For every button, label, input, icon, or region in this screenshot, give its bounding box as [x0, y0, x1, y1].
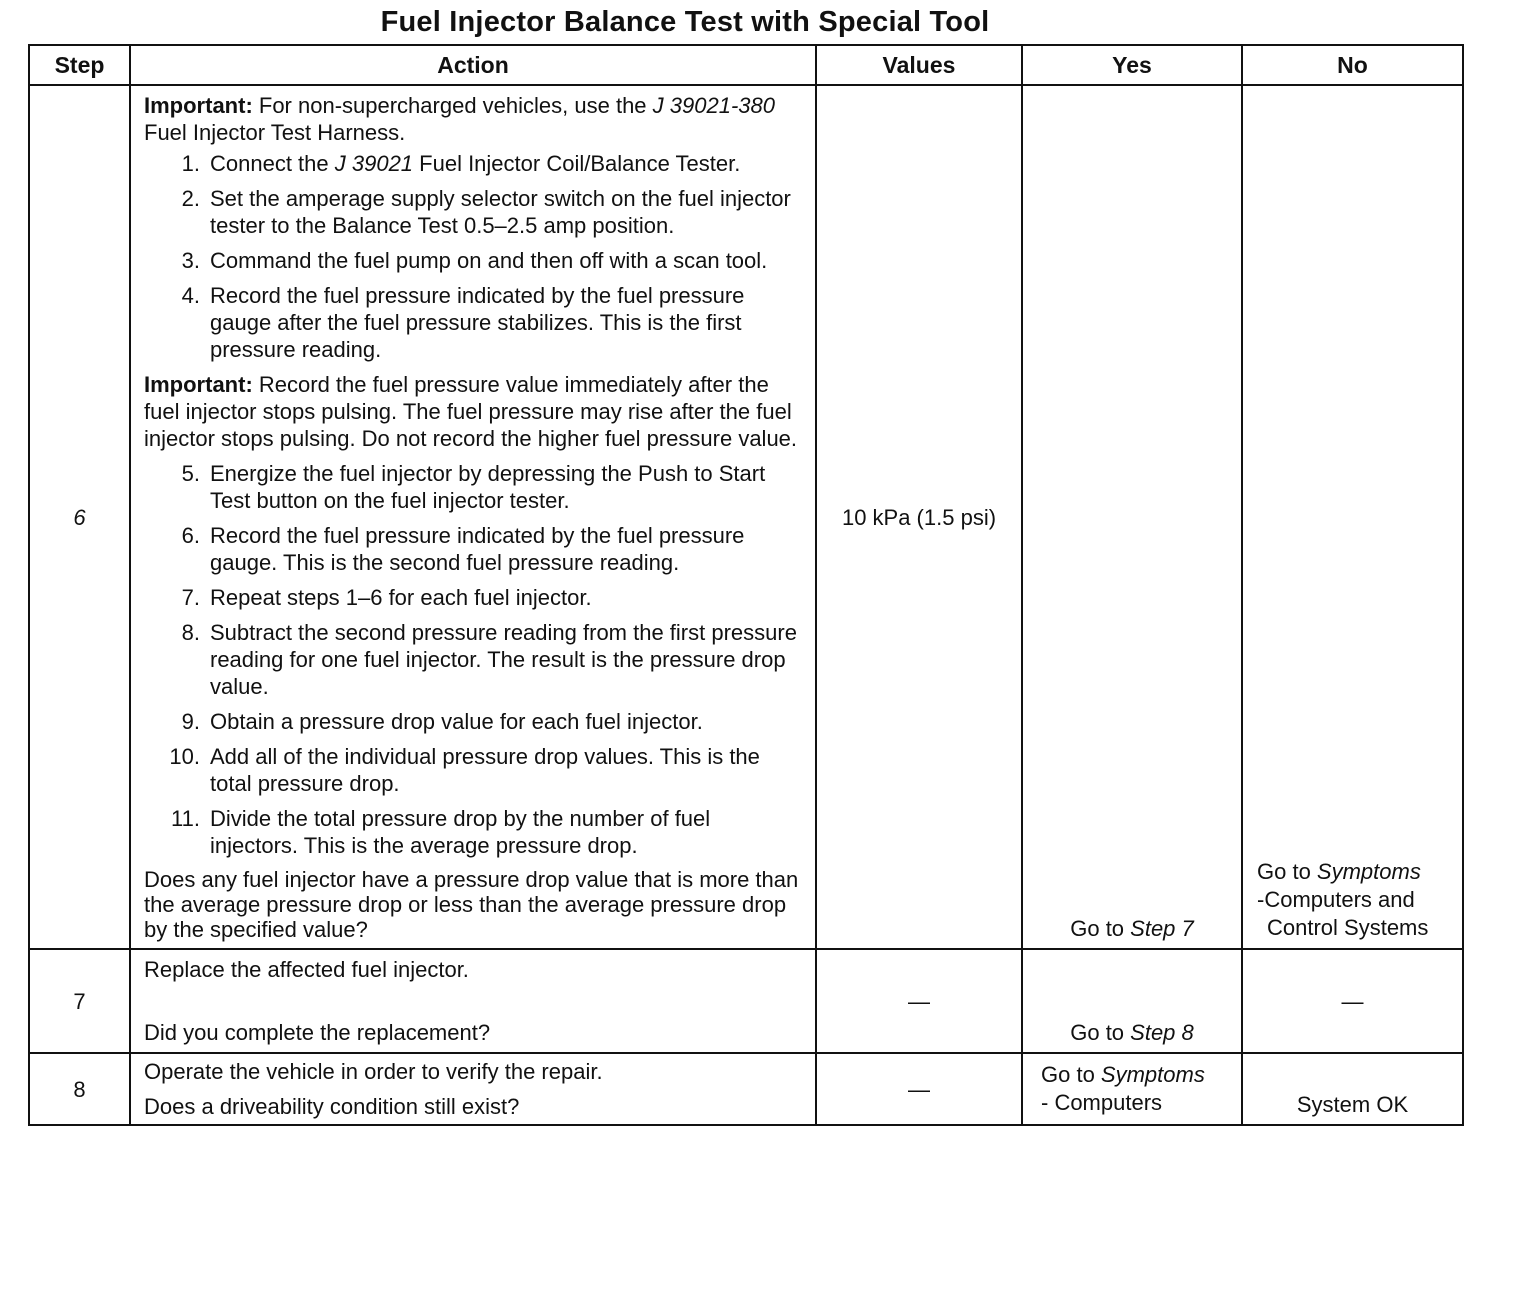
note-text: For non-supercharged vehicles, use the [252, 93, 653, 118]
procedure-step [144, 282, 803, 363]
procedure-step [144, 247, 803, 274]
note-text: Record the fuel pressure value immediately after the fuel injector stops pulsing. The fuel pressure may rise after the fuel injector stops pulsing. Do not record the higher fuel pressure value. [144, 372, 798, 451]
procedure-step [144, 150, 803, 177]
procedure-step [144, 805, 803, 859]
step-text [200, 150, 803, 177]
step-text-part: Command the fuel pump on and then off with a scan tool. [210, 248, 768, 273]
no-cell [1242, 85, 1463, 949]
table-row-step-8 [29, 1053, 1463, 1125]
note-text: Fuel Injector Test Harness. [144, 120, 406, 145]
tool-reference: J 39021-380 [652, 93, 775, 118]
step-text: Energize the fuel injector by depressing the Push to Start Test button on the fuel injector tester. [210, 461, 766, 513]
value-cell: 10 kPa (1.5 psi) [816, 85, 1022, 949]
step-index: 7. [181, 585, 200, 610]
step-text: Subtract the second pressure reading from the first pressure reading for one fuel injector. The result is the pressure drop value. [210, 620, 797, 699]
action-cell [130, 949, 816, 1053]
procedure-steps [144, 460, 803, 859]
step-index: 8. [181, 620, 200, 645]
yes-line-2: - Computers [1041, 1090, 1163, 1115]
yes-text: Go to [1070, 916, 1131, 941]
header-step: Step [29, 45, 130, 85]
action-cell [130, 85, 816, 949]
step-text-part: Fuel Injector Coil/Balance Tester. [413, 151, 741, 176]
step-text-part: Connect the [210, 151, 335, 176]
step-index: 3. [181, 248, 200, 273]
yes-cell [1022, 85, 1242, 949]
step-number: 8 [29, 1053, 130, 1125]
step-text [200, 247, 803, 274]
no-cell: — [1242, 949, 1463, 1053]
table-row-step-7 [29, 949, 1463, 1053]
action-text: Replace the affected fuel injector. [144, 957, 469, 982]
important-label: Important: [144, 93, 253, 118]
table-row-step-6 [29, 85, 1463, 949]
question-text: Does any fuel injector have a pressure drop value that is more than the average pressure drop or less than the average pressure drop by the specified value? [144, 867, 799, 942]
header-yes: Yes [1022, 45, 1242, 85]
no-line-3: Control Systems [1267, 915, 1429, 940]
yes-cell [1022, 1053, 1242, 1125]
step-index: 6. [181, 523, 200, 548]
page-title: Fuel Injector Balance Test with Special Tool [380, 6, 990, 38]
yes-text: Go to [1041, 1062, 1101, 1087]
step-text-part: Set the amperage supply selector switch on the fuel injector tester to the Balance Test 0.5–2.5 amp position. [210, 186, 791, 238]
step-text [200, 185, 803, 239]
no-line-2: -Computers and [1257, 887, 1415, 912]
question-text: Does a driveability condition still exist? [144, 1094, 520, 1119]
step-index: 11. [171, 806, 200, 831]
step-number: 6 [29, 85, 130, 949]
step-index: 1. [181, 151, 200, 176]
value-cell: — [816, 1053, 1022, 1125]
step-text [200, 282, 803, 363]
action-text: Operate the vehicle in order to verify the repair. [144, 1059, 603, 1084]
step-text: Record the fuel pressure indicated by the fuel pressure gauge. This is the second fuel pressure reading. [210, 523, 745, 575]
procedure-step [144, 708, 803, 735]
tool-reference: J 39021 [334, 151, 414, 176]
step-index: 4. [181, 283, 200, 308]
step-index: 5. [181, 461, 200, 486]
header-action: Action [130, 45, 816, 85]
header-no: No [1242, 45, 1463, 85]
value-cell: — [816, 949, 1022, 1053]
procedure-step [144, 743, 803, 797]
no-cell: System OK [1242, 1053, 1463, 1125]
step-index: 2. [181, 186, 200, 211]
no-text: Go to [1257, 859, 1317, 884]
step-text: Repeat steps 1–6 for each fuel injector. [210, 585, 592, 610]
symptoms-link[interactable]: Symptoms [1100, 1062, 1205, 1087]
question-text: Did you complete the replacement? [144, 1020, 491, 1045]
action-cell [130, 1053, 816, 1125]
step-index: 9. [181, 709, 200, 734]
yes-text: Go to [1070, 1020, 1131, 1045]
symptoms-link[interactable]: Symptoms [1316, 859, 1421, 884]
procedure-step [144, 619, 803, 700]
step-link[interactable]: Step 8 [1130, 1020, 1194, 1045]
header-row [29, 45, 1463, 85]
step-text-part: Record the fuel pressure indicated by the fuel pressure gauge after the fuel pressure stabilizes. This is the first pressure reading. [210, 283, 745, 362]
yes-cell [1022, 949, 1242, 1053]
step-text: Divide the total pressure drop by the number of fuel injectors. This is the average pressure drop. [210, 806, 711, 858]
important-note [144, 371, 803, 452]
header-values: Values [816, 45, 1022, 85]
yes-line-1 [1041, 1061, 1241, 1089]
important-label: Important: [144, 372, 253, 397]
step-index: 10. [169, 744, 200, 769]
procedure-table [28, 44, 1464, 1126]
procedure-step [144, 522, 803, 576]
step-text: Obtain a pressure drop value for each fuel injector. [210, 709, 703, 734]
step-link[interactable]: Step 7 [1130, 916, 1194, 941]
step-number: 7 [29, 949, 130, 1053]
procedure-step [144, 185, 803, 239]
step-text: Add all of the individual pressure drop values. This is the total pressure drop. [210, 744, 760, 796]
no-line-1 [1257, 858, 1462, 886]
procedure-step [144, 460, 803, 514]
procedure-steps [144, 150, 803, 363]
procedure-step [144, 584, 803, 611]
important-note [144, 92, 803, 146]
